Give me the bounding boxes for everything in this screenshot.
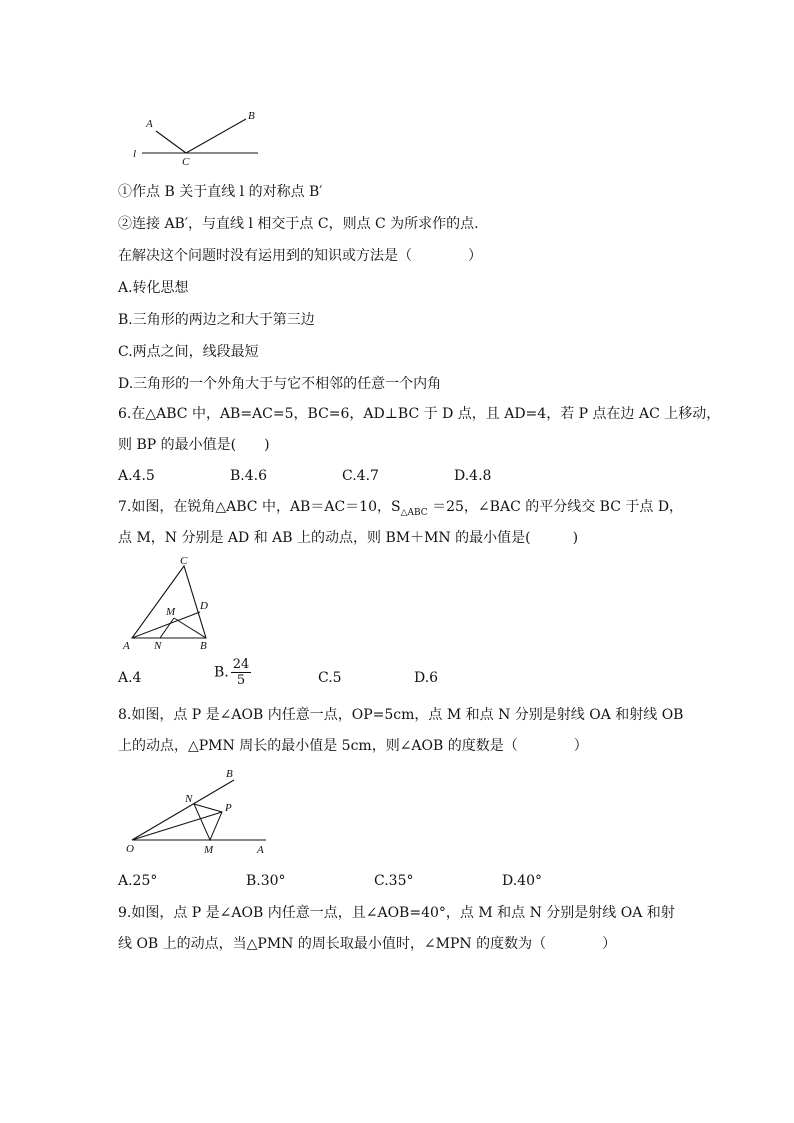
q7-option-c: C.5 — [318, 670, 342, 686]
fig1-label-b: B — [248, 110, 255, 122]
q7-option-a: A.4 — [118, 670, 142, 686]
q7-option-b-numerator: 24 — [232, 657, 250, 672]
q8-line1: 8.如图，点 P 是∠AOB 内任意一点，OP=5cm，点 M 和点 N 分别是射线 OA 和射线 OB — [118, 707, 684, 723]
q7-option-b-fraction — [231, 657, 252, 688]
fig8-label-a: A — [257, 844, 264, 856]
q7-option-d: D.6 — [414, 670, 439, 686]
q5-option-a: A.转化思想 — [118, 280, 189, 296]
q8-option-d: D.40° — [502, 873, 542, 889]
fig8-label-o: O — [126, 843, 134, 855]
fig7-label-m: M — [166, 606, 176, 618]
fig7-label-c: C — [180, 555, 188, 567]
q5-option-d: D.三角形的一个外角大于与它不相邻的任意一个内角 — [118, 376, 442, 392]
fig1-label-l: l — [133, 148, 137, 160]
q5-option-c: C.两点之间，线段最短 — [118, 344, 259, 360]
q6-option-a: A.4.5 — [118, 468, 155, 484]
q5-option-b: B.三角形的两边之和大于第三边 — [118, 312, 315, 328]
fig1-label-a: A — [146, 118, 153, 130]
fig8-label-n: N — [185, 793, 193, 805]
q5-question: 在解决这个问题时没有运用到的知识或方法是（ ） — [118, 248, 482, 264]
figure-angle-aob-triangle-pmn — [124, 764, 274, 858]
fig7-label-a: A — [123, 640, 130, 652]
fig7-label-n: N — [154, 640, 162, 652]
q6-option-b: B.4.6 — [230, 468, 268, 484]
figure-line-l-points-abc — [130, 105, 270, 165]
q8-option-a: A.25° — [118, 873, 158, 889]
q7-option-b — [214, 657, 251, 688]
q9-line1: 9.如图，点 P 是∠AOB 内任意一点，且∠AOB=40°，点 M 和点 N 分别是射线 OA 和射 — [118, 905, 675, 921]
q7-line2: 点 M，N 分别是 AD 和 AB 上的动点，则 BM＋MN 的最小值是( ) — [118, 530, 579, 546]
fig8-label-m: M — [204, 844, 214, 856]
q6-line1: 6.在△ABC 中，AB=AC=5，BC=6，AD⊥BC 于 D 点，且 AD=4，若 P 点在边 AC 上移动， — [118, 406, 721, 422]
q8-option-b: B.30° — [246, 873, 286, 889]
fig8-label-b: B — [226, 768, 233, 780]
q7-option-b-denominator: 5 — [236, 673, 246, 688]
q5-step2: ②连接 AB′，与直线 l 相交于点 C，则点 C 为所求作的点. — [118, 216, 479, 232]
q6-option-c: C.4.7 — [342, 468, 379, 484]
q7-line1-sub: △ABC — [400, 507, 428, 518]
figure-triangle-abc-bisector — [122, 552, 222, 656]
q6-line2: 则 BP 的最小值是( ) — [118, 437, 270, 453]
fig7-label-b: B — [200, 640, 207, 652]
q7-option-b-prefix: B. — [214, 664, 229, 681]
q5-step1: ①作点 B 关于直线 l 的对称点 B′ — [118, 184, 323, 200]
q8-line2: 上的动点，△PMN 周长的最小值是 5cm，则∠AOB 的度数是（ ） — [118, 738, 588, 754]
q7-line1-a: 7.如图，在锐角△ABC 中，AB＝AC＝10，S — [118, 499, 401, 515]
fig8-label-p: P — [225, 802, 232, 814]
fig7-label-d: D — [200, 600, 208, 612]
q7-line1 — [118, 497, 683, 523]
q7-line1-b: ＝25，∠BAC 的平分线交 BC 于点 D， — [427, 499, 684, 515]
fig1-label-c: C — [182, 156, 190, 165]
q6-option-d: D.4.8 — [454, 468, 492, 484]
q9-line2: 线 OB 上的动点，当△PMN 的周长取最小值时，∠MPN 的度数为（ ） — [118, 936, 617, 952]
q8-option-c: C.35° — [374, 873, 414, 889]
